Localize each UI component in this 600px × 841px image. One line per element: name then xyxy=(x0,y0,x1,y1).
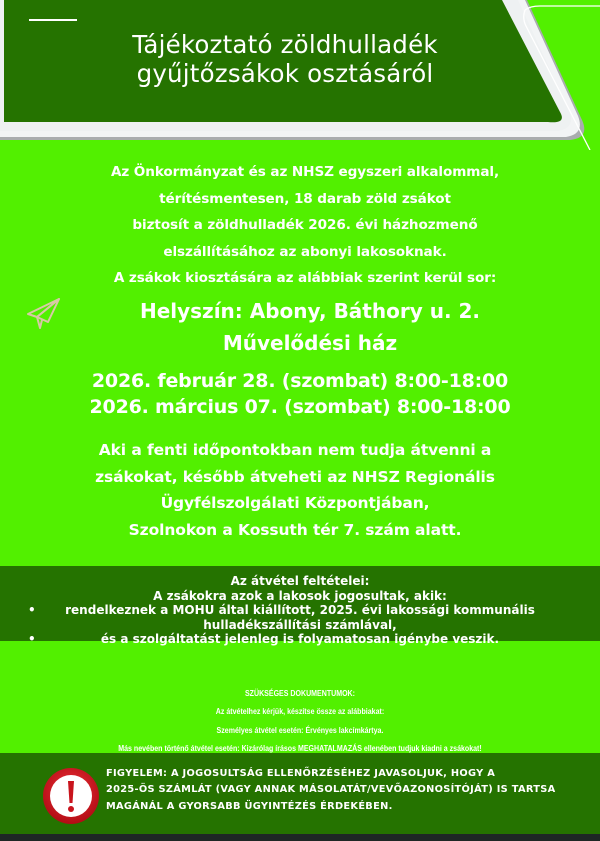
bullet-marker: • xyxy=(28,603,36,617)
later-line: Aki a fenti időpontokban nem tudja átvenni a xyxy=(98,441,492,459)
later-line: Szolnokon a Kossuth tér 7. szám alatt. xyxy=(128,520,462,539)
intro-line: Az Önkormányzat és az NHSZ egyszeri alkalommal, xyxy=(110,164,500,180)
documents-line: Az átvételhez kérjük, készítse össze az alábbiakat: xyxy=(215,706,385,717)
location-line-1: Helyszín: Abony, Báthory u. 2. xyxy=(139,299,481,323)
condition-text: hulladékszállítási számlával, xyxy=(203,617,397,632)
exclamation-warning-icon xyxy=(42,767,100,825)
condition-text: és a szolgáltatást jelenleg is folyamatosan igénybe veszik. xyxy=(100,632,500,646)
paper-plane-icon xyxy=(26,297,60,329)
later-pickup-text xyxy=(30,437,560,543)
title-line-2: gyűjtőzsákok osztásáról xyxy=(136,59,434,88)
intro-line: biztosít a zöldhulladék 2026. évi házhozmenő xyxy=(132,217,478,233)
location-line-2: Művelődési ház xyxy=(222,331,398,355)
intro-line: elszállításához az abonyi lakosoknak. xyxy=(163,243,447,260)
dates-block xyxy=(20,368,580,420)
documents-line: Más nevében történő átvétel esetén: Kizárólag írásos MEGHATALMAZÁS ellenében tudjuk kiadni a zsákokat! xyxy=(118,742,482,753)
footer-bar xyxy=(0,834,600,841)
location-block xyxy=(60,295,560,359)
warning-text xyxy=(106,766,566,815)
warning-line: MAGÁNÁL A GYORSABB ÜGYINTÉZÉS ÉRDEKÉBEN. xyxy=(106,800,393,812)
header-decorative-dash xyxy=(29,19,77,21)
bullet-marker: • xyxy=(28,632,36,646)
conditions-title: Az átvétel feltételei: xyxy=(230,574,370,588)
condition-item xyxy=(0,632,600,647)
documents-title: SZÜKSÉGES DOKUMENTUMOK: xyxy=(244,688,356,698)
title-line-1: Tájékoztató zöldhulladék xyxy=(132,30,438,59)
date-line: 2026. március 07. (szombat) 8:00-18:00 xyxy=(89,396,511,418)
page-title xyxy=(0,30,500,88)
conditions-subtitle: A zsákokra azok a lakosok jogosultak, akik: xyxy=(153,588,447,603)
later-line: Ügyfélszolgálati Központjában, xyxy=(160,494,430,513)
intro-line: térítésmentesen, 18 darab zöld zsákot xyxy=(159,190,451,207)
warning-line: 2025-ÖS SZÁMLÁT (VAGY ANNAK MÁSOLATÁT/VEVŐAZONOSÍTÓJÁT) IS TARTSA xyxy=(106,784,556,796)
condition-text: rendelkeznek a MOHU által kiállított, 2025. évi lakossági kommunális xyxy=(65,603,535,617)
later-line: zsákokat, később átveheti az NHSZ Regionális xyxy=(95,467,495,486)
documents-line: Személyes átvétel esetén: Érvényes lakcímkártya. xyxy=(216,724,384,735)
intro-text xyxy=(40,159,570,292)
condition-item xyxy=(0,603,600,632)
date-line: 2026. február 28. (szombat) 8:00-18:00 xyxy=(91,370,509,392)
header-banner xyxy=(0,0,600,150)
warning-line: FIGYELEM: A JOGOSULTSÁG ELLENŐRZÉSÉHEZ JAVASOLJUK, HOGY A xyxy=(106,768,496,779)
documents-block xyxy=(54,684,546,757)
conditions-box xyxy=(0,566,600,646)
intro-line: A zsákok kiosztására az alábbiak szerint kerül sor: xyxy=(113,270,497,286)
